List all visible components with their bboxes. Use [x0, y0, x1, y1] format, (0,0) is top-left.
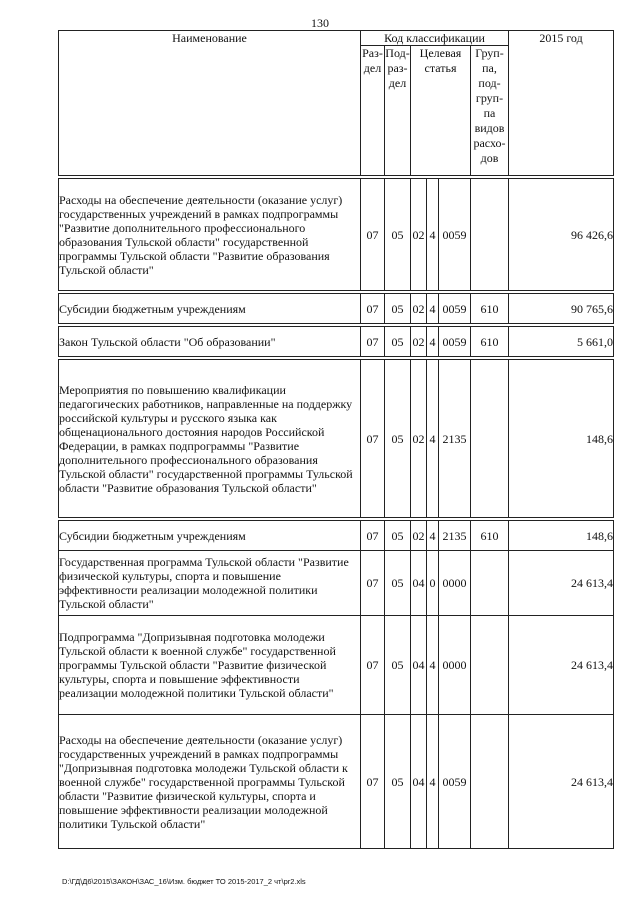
column-header-name: Наименование: [59, 31, 361, 176]
row-expense-group: 610: [471, 294, 509, 324]
row-target-program: 04: [411, 715, 427, 849]
row-target-program: 02: [411, 179, 427, 291]
table-row: [59, 327, 614, 357]
row-name: Расходы на обеспечение деятельности (оказание услуг) государственных учреждений в рамках подпрограммы "Допризывная подготовка молодежи Тульской области к военной службе" государственной программы Тульской области "Развитие физической культуры, спорта и повышение эффективности реализации молодежной политики Тульской области": [59, 715, 361, 849]
row-name: Мероприятия по повышению квалификации педагогических работников, направленные на поддержку российской культуры и русского языка как общенационального достояния народов Российской Федерации, в рамках подпрограммы "Развитие дополнительного профессионального образования Тульской области" государственной программы Тульской области "Развитие образования Тульской области": [59, 360, 361, 518]
table-row: [59, 360, 614, 518]
row-expense-group: [471, 715, 509, 849]
row-section: 07: [361, 360, 385, 518]
row-target-direction: 0059: [439, 327, 471, 357]
row-target-subprogram: 4: [427, 327, 439, 357]
row-target-program: 04: [411, 551, 427, 616]
row-section: 07: [361, 616, 385, 715]
budget-table: [58, 30, 614, 849]
row-section: 07: [361, 521, 385, 551]
row-target-direction: 2135: [439, 360, 471, 518]
row-expense-group: [471, 616, 509, 715]
column-header-target: Целевая статья: [411, 46, 471, 176]
file-path-footer: D:\ГД\Д6\2015\ЗАКОН\ЗАС_16\Изм. бюджет ТО 2015-2017_2 чт\pr2.xls: [62, 877, 306, 886]
row-target-direction: 0059: [439, 294, 471, 324]
table-row: [59, 179, 614, 291]
table-row: [59, 551, 614, 616]
row-amount: 148,6: [509, 360, 614, 518]
row-target-subprogram: 4: [427, 294, 439, 324]
table-body: [59, 176, 614, 849]
page-number: 130: [311, 16, 329, 30]
row-target-subprogram: 4: [427, 179, 439, 291]
row-amount: 5 661,0: [509, 327, 614, 357]
column-header-expense-group: Груп- па, под- груп- па видов расхо- дов: [471, 46, 509, 176]
row-name: Расходы на обеспечение деятельности (оказание услуг) государственных учреждений в рамках подпрограммы "Развитие дополнительного профессионального образования Тульской области" государственной программы Тульской области "Развитие образования Тульской области": [59, 179, 361, 291]
row-subsection: 05: [385, 179, 411, 291]
row-subsection: 05: [385, 551, 411, 616]
row-expense-group: [471, 551, 509, 616]
row-name: Государственная программа Тульской области "Развитие физической культуры, спорта и повышение эффективности реализации молодежной политики Тульской области": [59, 551, 361, 616]
row-target-program: 02: [411, 521, 427, 551]
row-subsection: 05: [385, 521, 411, 551]
row-amount: 90 765,6: [509, 294, 614, 324]
row-subsection: 05: [385, 360, 411, 518]
row-name: Субсидии бюджетным учреждениям: [59, 294, 361, 324]
row-expense-group: 610: [471, 521, 509, 551]
column-header-subsection: Под- раз- дел: [385, 46, 411, 176]
row-subsection: 05: [385, 327, 411, 357]
row-target-subprogram: 4: [427, 715, 439, 849]
row-target-direction: 0000: [439, 551, 471, 616]
row-section: 07: [361, 715, 385, 849]
row-section: 07: [361, 179, 385, 291]
row-target-program: 02: [411, 294, 427, 324]
row-target-program: 02: [411, 360, 427, 518]
row-target-subprogram: 4: [427, 360, 439, 518]
row-expense-group: 610: [471, 327, 509, 357]
row-target-program: 02: [411, 327, 427, 357]
row-section: 07: [361, 294, 385, 324]
row-target-program: 04: [411, 616, 427, 715]
row-name: Закон Тульской области "Об образовании": [59, 327, 361, 357]
column-header-section: Раз- дел: [361, 46, 385, 176]
row-subsection: 05: [385, 715, 411, 849]
row-amount: 96 426,6: [509, 179, 614, 291]
table-row: [59, 294, 614, 324]
row-subsection: 05: [385, 616, 411, 715]
column-header-code-group: Код классификации: [361, 31, 509, 46]
row-name: Подпрограмма "Допризывная подготовка молодежи Тульской области к военной службе" государственной программы Тульской области "Развитие физической культуры, спорта и повышение эффективности реализации молодежной политики Тульской области": [59, 616, 361, 715]
row-target-direction: 2135: [439, 521, 471, 551]
row-section: 07: [361, 551, 385, 616]
row-target-direction: 0059: [439, 715, 471, 849]
row-amount: 24 613,4: [509, 616, 614, 715]
table-row: [59, 616, 614, 715]
row-amount: 148,6: [509, 521, 614, 551]
row-target-direction: 0059: [439, 179, 471, 291]
table-header: [59, 31, 614, 176]
row-amount: 24 613,4: [509, 715, 614, 849]
row-amount: 24 613,4: [509, 551, 614, 616]
row-target-subprogram: 4: [427, 616, 439, 715]
row-target-subprogram: 0: [427, 551, 439, 616]
column-header-year: 2015 год: [509, 31, 614, 176]
row-target-direction: 0000: [439, 616, 471, 715]
table-row: [59, 715, 614, 849]
row-expense-group: [471, 179, 509, 291]
row-section: 07: [361, 327, 385, 357]
row-name: Субсидии бюджетным учреждениям: [59, 521, 361, 551]
row-subsection: 05: [385, 294, 411, 324]
row-target-subprogram: 4: [427, 521, 439, 551]
row-expense-group: [471, 360, 509, 518]
table-row: [59, 521, 614, 551]
